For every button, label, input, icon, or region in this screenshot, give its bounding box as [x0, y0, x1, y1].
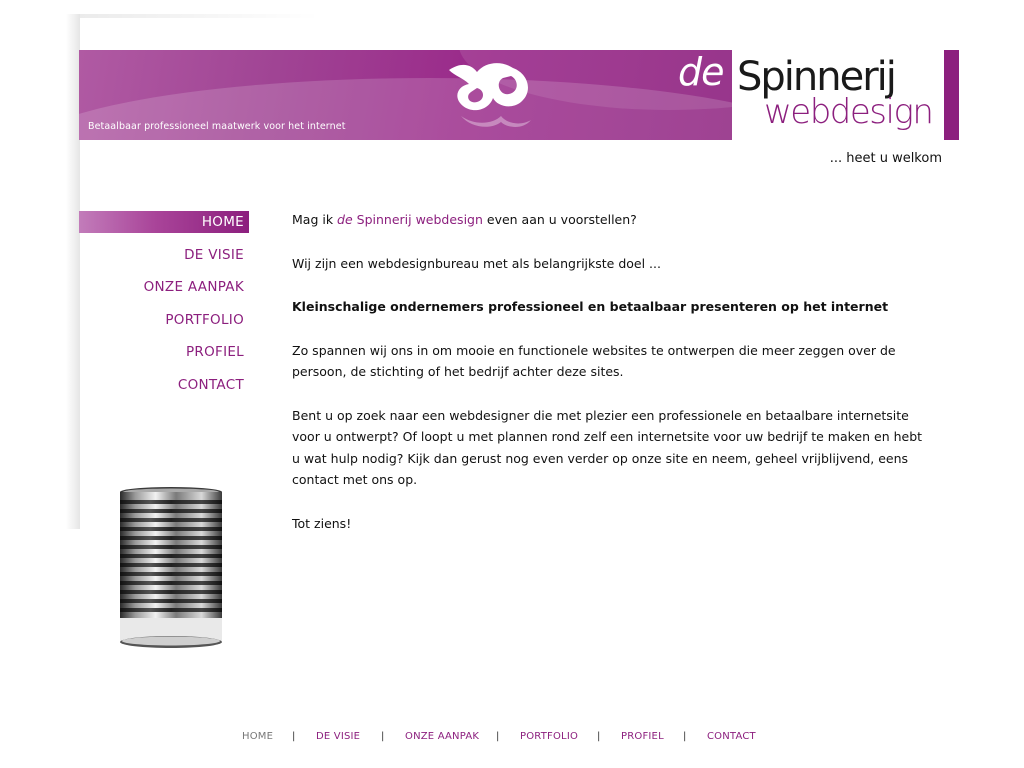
- closing-paragraph: Tot ziens!: [292, 515, 352, 531]
- brand-subtitle: webdesign: [764, 92, 933, 132]
- header-banner: [79, 50, 732, 140]
- page-shadow-top: [80, 14, 320, 18]
- intro-paragraph: [292, 209, 932, 231]
- footer-separator: |: [597, 731, 601, 742]
- brand-logo[interactable]: [678, 50, 959, 140]
- footer-separator: |: [496, 731, 500, 742]
- intro-pre: Mag ik: [292, 212, 338, 227]
- header-tagline: Betaalbaar professioneel maatwerk voor het internet: [88, 121, 346, 132]
- welcome-text: ... heet u welkom: [829, 151, 942, 166]
- footer-link-home[interactable]: HOME: [242, 731, 274, 742]
- brand-de: de: [678, 50, 724, 94]
- footer-link-onze-aanpak[interactable]: ONZE AANPAK: [405, 731, 480, 742]
- sidebar-item-profiel[interactable]: PROFIEL: [185, 344, 244, 360]
- intro-brand-name: Spinnerij webdesign: [352, 212, 483, 227]
- main-content: [292, 209, 932, 556]
- footer-separator: |: [381, 731, 385, 742]
- goal-paragraph: Wij zijn een webdesignbureau met als belangrijkste doel ...: [292, 255, 661, 271]
- invite-paragraph: Bent u op zoek naar een webdesigner die met plezier een professionele en betaalbare internetsite voor u ontwerpt? Of loopt u met plannen rond zelf een internetsite voor uw bedrijf te maken en hebt u wat hulp nodig? Kijk dan gerust nog even verder op onze site en neem, geheel vrijblijvend, eens contact met ons op.: [292, 407, 923, 487]
- sidebar-item-home[interactable]: HOME: [79, 211, 249, 233]
- tin-can-image: [116, 486, 226, 652]
- approach-paragraph: Zo spannen wij ons in om mooie en functionele websites te ontwerpen die meer zeggen over de persoon, de stichting of het bedrijf achter deze sites.: [292, 342, 896, 379]
- footer-link-contact[interactable]: CONTACT: [707, 731, 756, 742]
- sidebar-item-portfolio[interactable]: PORTFOLIO: [165, 311, 244, 328]
- footer-separator: |: [292, 731, 296, 742]
- sidebar-item-de-visie[interactable]: DE VISIE: [184, 246, 244, 263]
- mission-statement: Kleinschalige ondernemers professioneel en betaalbaar presenteren op het internet: [292, 299, 889, 314]
- intro-brand-de: de: [337, 212, 353, 227]
- footer-link-portfolio[interactable]: PORTFOLIO: [520, 731, 579, 742]
- sidebar-item-onze-aanpak[interactable]: ONZE AANPAK: [143, 279, 244, 295]
- brand-name: Spinnerij: [737, 54, 895, 100]
- brand-accent-bar: [944, 50, 959, 140]
- sidebar-item-contact[interactable]: CONTACT: [177, 376, 244, 393]
- intro-post: even aan u voorstellen?: [482, 212, 637, 227]
- footer-link-de-visie[interactable]: DE VISIE: [316, 731, 361, 742]
- page-shadow: [66, 14, 80, 529]
- swirl-logo-icon: [441, 56, 541, 136]
- footer-separator: |: [683, 731, 687, 742]
- footer-link-profiel[interactable]: PROFIEL: [621, 731, 664, 742]
- sidebar-nav: [79, 211, 249, 406]
- footer-nav: [0, 731, 1024, 747]
